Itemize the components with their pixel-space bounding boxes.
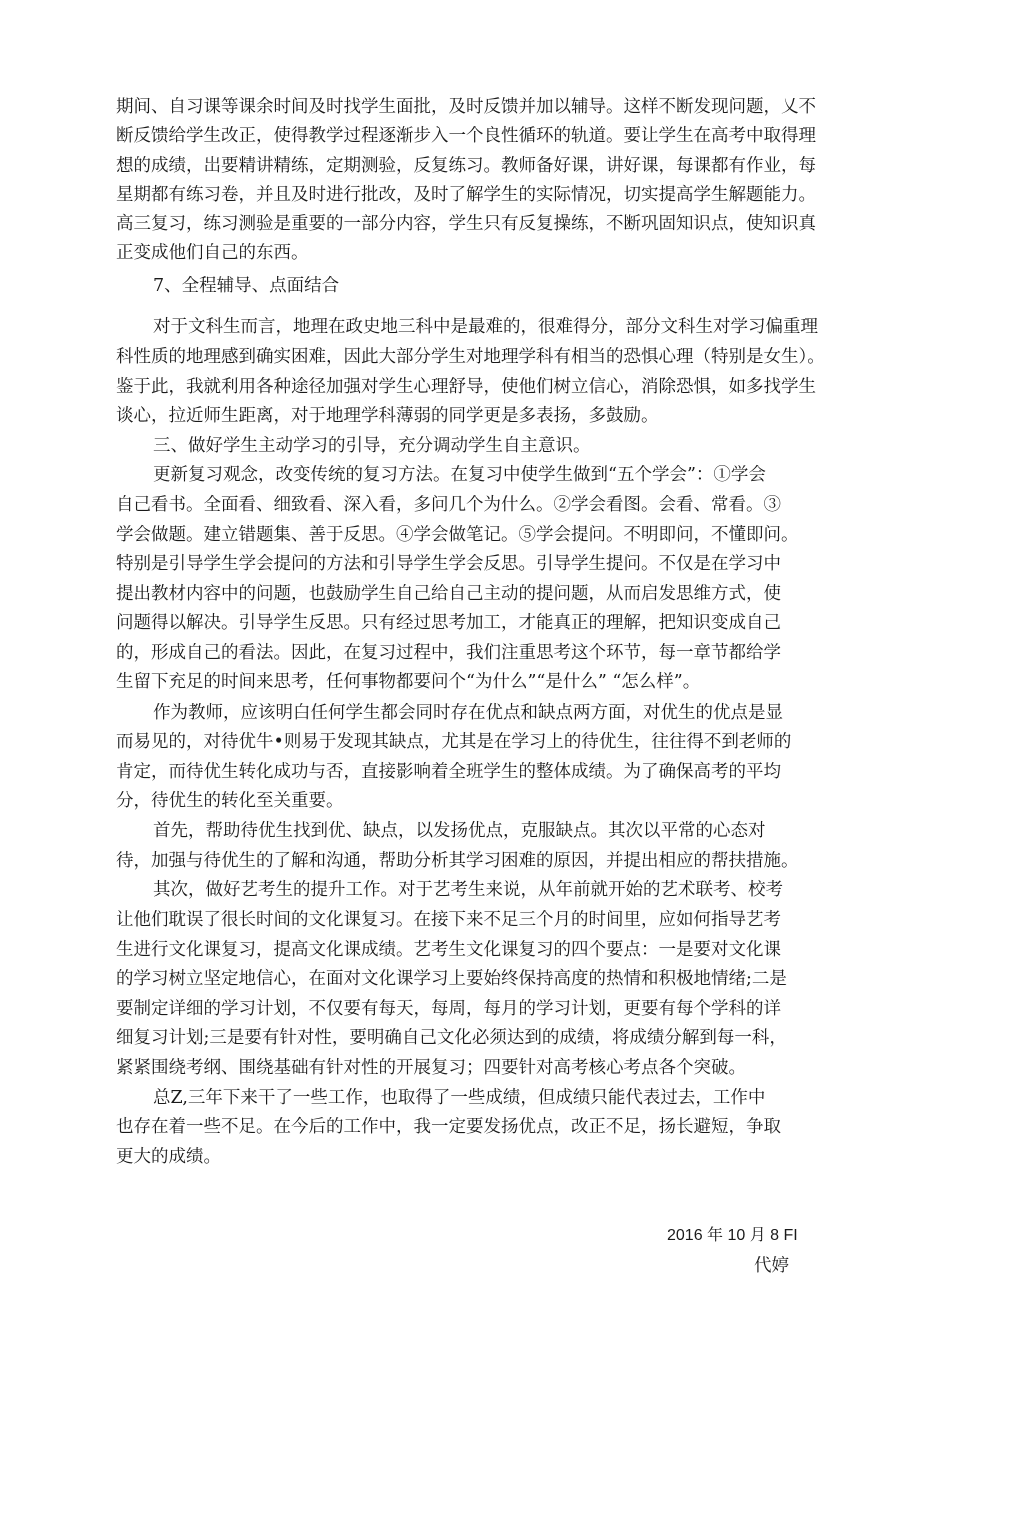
body-text-line: 更新复习观念，改变传统的复习方法。在复习中使学生做到“五个学会”：①学会: [153, 465, 766, 485]
body-text-line: 生进行文化课复习，提高文化课成绩。艺考生文化课复习的四个要点：一是要对文化课: [116, 940, 781, 960]
body-text-line: 的，形成自己的看法。因此，在复习过程中，我们注重思考这个环节，每一章节都给学: [116, 643, 781, 663]
body-text-line: 首先，帮助待优生找到优、缺点，以发扬优点，克服缺点。其次以平常的心态对: [153, 821, 766, 841]
body-text-line: 细复习计划;三是要有针对性，要明确自己文化必须达到的成绩，将成绩分解到每一科，: [116, 1028, 787, 1048]
body-text-line: 让他们耽误了很长时间的文化课复习。在接下来不足三个月的时间里，应如何指导艺考: [116, 910, 781, 930]
body-text-line: 学会做题。建立错题集、善于反思。④学会做笔记。⑤学会提问。不明即问，不懂即问。: [116, 525, 799, 545]
body-text-line: 星期都有练习卷，并且及时进行批改，及时了解学生的实际情况，切实提高学生解题能力。: [116, 185, 816, 205]
body-text-line: 问题得以解决。引导学生反思。只有经过思考加工，才能真正的理解，把知识变成自己: [116, 613, 781, 633]
body-text-line: 的学习树立坚定地信心，在面对文化课学习上要始终保持高度的热情和积极地情绪;二是: [116, 969, 787, 989]
body-text-line: 断反馈给学生改正，使得教学过程逐渐步入一个良性循环的轨道。要让学生在高考中取得理: [116, 126, 816, 146]
section-heading: 三、做好学生主动学习的引导，充分调动学生自主意识。: [153, 436, 591, 456]
body-text-line: 期间、自习课等课余时间及时找学生面批，及时反馈并加以辅导。这样不断发现问题，乂不: [116, 97, 816, 117]
body-text-line: 要制定详细的学习计划，不仅要有每天，每周，每月的学习计划，更要有每个学科的详: [116, 999, 781, 1019]
signature-date: 2016 年 10 月 8 FI: [667, 1227, 798, 1244]
body-text-line: 更大的成绩。: [116, 1147, 221, 1167]
body-text-line: 自己看书。全面看、细致看、深入看，多问几个为什么。②学会看图。会看、常看。③: [116, 495, 781, 515]
body-text-line: 鉴于此，我就利用各种途径加强对学生心理舒导，使他们树立信心，消除恐惧，如多找学生: [116, 377, 816, 397]
signature-name: 代婷: [754, 1256, 789, 1276]
body-text-line: 生留下充足的时间来思考，任何事物都要问个“为什么”“是什么” “怎么样”。: [116, 672, 701, 692]
body-text-line: 待，加强与待优生的了解和沟通，帮助分析其学习困难的原因，并提出相应的帮扶措施。: [116, 851, 799, 871]
body-text-line: 紧紧围绕考纲、围绕基础有针对性的开展复习；四要针对高考核心考点各个突破。: [116, 1058, 746, 1078]
body-text-line: 肯定，而待优生转化成功与否，直接影响着全班学生的整体成绩。为了确保高考的平均: [116, 762, 781, 782]
body-text-line: 分，待优生的转化至关重要。: [116, 791, 344, 811]
body-text-line: 作为教师，应该明白任何学生都会同时存在优点和缺点两方面，对优生的优点是显: [153, 703, 783, 723]
body-text-line: 谈心，拉近师生距离，对于地理学科薄弱的同学更是多表扬，多鼓励。: [116, 406, 659, 426]
body-text-line: 对于文科生而言，地理在政史地三科中是最难的，很难得分，部分文科生对学习偏重理: [153, 317, 818, 337]
section-heading: 7、全程辅导、点面结合: [153, 276, 340, 296]
body-text-line: 正变成他们自己的东西。: [116, 243, 309, 263]
body-text-line: 特别是引导学生学会提问的方法和引导学生学会反思。引导学生提问。不仅是在学习中: [116, 554, 781, 574]
body-text-line: 也存在着一些不足。在今后的工作中，我一定要发扬优点，改正不足，扬长避短，争取: [116, 1117, 781, 1137]
body-text-line: 而易见的，对待优牛•则易于发现其缺点，尤其是在学习上的待优生，往往得不到老师的: [116, 732, 792, 752]
body-text-line: 提出教材内容中的问题，也鼓励学生自己给自己主动的提问题，从而启发思维方式，使: [116, 584, 781, 604]
body-text-line: 高三复习，练习测验是重要的一部分内容，学生只有反复操练，不断巩固知识点，使知识真: [116, 214, 816, 234]
body-text-line: 其次，做好艺考生的提升工作。对于艺考生来说，从年前就开始的艺术联考、校考: [153, 880, 783, 900]
body-text-line: 总Z,三年下来干了一些工作，也取得了一些成绩，但成绩只能代表过去，工作中: [153, 1088, 766, 1108]
body-text-line: 想的成绩，岀要精讲精练，定期测验，反复练习。教师备好课，讲好课，每课都有作业，每: [116, 156, 816, 176]
body-text-line: 科性质的地理感到确实困难，因此大部分学生对地理学科有相当的恐惧心理（特别是女生）。: [116, 347, 825, 367]
